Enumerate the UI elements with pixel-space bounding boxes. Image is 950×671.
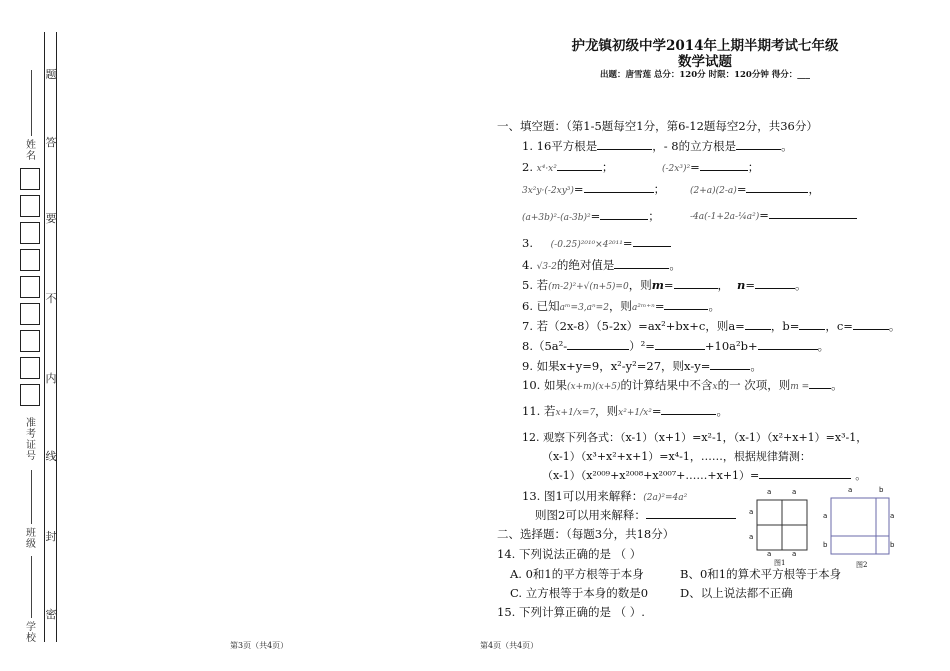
q10-expr-2: m =	[790, 382, 810, 392]
seal-char-5: 内	[45, 372, 57, 385]
q13-blank[interactable]	[646, 508, 736, 519]
fig1-left-a1: a	[749, 508, 754, 516]
question-13-line1	[522, 488, 687, 504]
question-2-row3	[522, 208, 660, 224]
question-5	[522, 277, 807, 293]
q2-eq-2: =	[690, 160, 700, 174]
q5-period: 。	[795, 278, 807, 292]
q2-expr-6: -4a(-1+2a-¼a²)	[690, 212, 760, 222]
question-12-line2: （x-1）（x³+x²+x+1）=x⁴-1，……，根据规律猜测：	[542, 450, 811, 463]
q14-option-a[interactable]: A. 0和1的平方根等于本身	[510, 567, 644, 581]
ticket-box-3[interactable]	[20, 222, 40, 244]
fig1-left-a2: a	[749, 533, 754, 541]
q7-period: 。	[888, 319, 901, 333]
q10-blank[interactable]	[809, 378, 831, 389]
q10-text-b: 的计算结果中不含	[620, 378, 713, 392]
fig1-bottom-a1: a	[767, 550, 772, 558]
q6-period: 。	[708, 299, 720, 313]
q14-option-b[interactable]: B、0和1的算术平方根等于本身	[680, 567, 842, 581]
q6-eq: =	[654, 299, 665, 313]
q2-expr-2: (-2x³)²	[662, 164, 691, 174]
footer-page-right: 第4页（共4页）	[480, 641, 539, 650]
q13-text-b: 则图2可以用来解释：	[535, 508, 646, 522]
question-2-row2	[522, 181, 665, 197]
q5-eq-2: =	[745, 278, 756, 292]
q9-text: 9. 如果x+y=9，x²-y²=27，则x-y=	[522, 359, 711, 373]
fig2-right-b: b	[890, 541, 895, 549]
question-1	[522, 138, 793, 154]
question-2-row3b	[690, 208, 857, 222]
q2-blank-2[interactable]	[700, 160, 748, 171]
question-10	[522, 377, 843, 393]
q5-text-1: ，则	[628, 278, 652, 292]
ticket-box-1[interactable]	[20, 168, 40, 190]
q11-text-a: 11. 若	[522, 404, 556, 418]
question-2-row1b	[662, 159, 759, 175]
q2-blank-1[interactable]	[557, 160, 602, 171]
figure-1	[749, 488, 812, 568]
q2-label: 2.	[522, 160, 533, 174]
q2-expr-1: x⁴·x²	[536, 164, 557, 174]
section2-heading: 二、选择题：（每题3分，共18分）	[497, 527, 675, 541]
q5-blank-2[interactable]	[755, 278, 795, 289]
class-label: 班级	[26, 528, 36, 550]
question-13-line2	[535, 507, 736, 523]
q8-blank-2[interactable]	[655, 339, 705, 350]
q11-expr-2: x²+1/x²	[618, 408, 652, 418]
q7-blank-c[interactable]	[853, 319, 889, 330]
q6-expr-2: a²ᵐ⁺ⁿ	[631, 303, 655, 313]
q10-text-a: 10. 如果	[522, 378, 567, 392]
q11-expr-1: x+1/x=7	[555, 408, 596, 418]
q2-eq-6: =	[759, 208, 769, 222]
seal-char-2: 答	[45, 136, 57, 149]
fig2-outer	[831, 498, 889, 554]
q2-expr-3: 3x²y·(-2xy³)	[522, 186, 574, 196]
class-line	[31, 470, 32, 524]
ticket-box-4[interactable]	[20, 249, 40, 271]
page-subtitle: 数学试题	[678, 54, 732, 70]
fig2-top-a: a	[848, 486, 853, 494]
q6-blank[interactable]	[664, 299, 708, 310]
q7-text-b: ，b=	[770, 319, 800, 333]
q11-blank[interactable]	[661, 404, 716, 415]
exam-info: 出题：唐雪莲 总分：120分 时限：120分钟 得分：___	[599, 70, 811, 80]
page-title: 护龙镇初级中学2014年上期半期考试七年级	[571, 38, 839, 54]
ticket-box-9[interactable]	[20, 384, 40, 406]
seal-char-7: 封	[45, 530, 57, 543]
school-label: 学校	[26, 622, 36, 644]
binding-line-right	[56, 32, 57, 642]
question-2-row1	[522, 159, 613, 175]
question-3	[522, 236, 671, 250]
q11-text-b: ，则	[595, 404, 619, 418]
seal-char-4: 不	[45, 292, 57, 305]
seal-char-8: 密	[45, 608, 57, 621]
q5-text-2: ，	[717, 278, 730, 292]
q7-text-a: 7. 若（2x-8）（5-2x）=ax²+bx+c，则a=	[522, 319, 745, 333]
seal-char-6: 线	[45, 450, 57, 463]
q14-option-c[interactable]: C. 立方根等于本身的数是0	[510, 586, 649, 600]
q4-expr: √3-2	[536, 262, 557, 272]
q2-blank-4[interactable]	[746, 182, 808, 193]
q8-text-a: 8.（5a²-	[522, 339, 568, 353]
question-12-line3	[542, 467, 866, 483]
q13-text-a: 13. 图1可以用来解释：	[522, 489, 644, 503]
q2-blank-6[interactable]	[769, 208, 857, 219]
q11-period: 。	[716, 404, 728, 418]
q1-text-b: ，- 8的立方根是	[652, 139, 737, 153]
q12-blank[interactable]	[759, 468, 851, 479]
q11-eq: =	[651, 404, 662, 418]
fig1-label: 图1	[774, 559, 786, 567]
q3-expr: (-0.25)²⁰¹⁰×4²⁰¹¹	[550, 240, 623, 250]
q2-blank-3[interactable]	[584, 182, 654, 193]
question-6	[522, 298, 720, 314]
question-14: 14. 下列说法正确的是 （ ）	[497, 547, 642, 561]
q6-text-1: ，则	[608, 299, 632, 313]
fig2-label: 图2	[856, 561, 868, 569]
q10-var: x	[712, 382, 718, 392]
q8-blank-1[interactable]	[567, 339, 629, 350]
q2-semi-1: ；	[601, 160, 614, 174]
ticket-box-2[interactable]	[20, 195, 40, 217]
q3-label: 3.	[522, 236, 533, 250]
q1-blank-2[interactable]	[736, 139, 781, 150]
q2-semi-3: ；	[653, 182, 666, 196]
q8-text-c: +10a²b+	[704, 339, 758, 353]
q13-expr: (2a)²=4a²	[643, 493, 688, 503]
binding-line-left	[44, 32, 45, 642]
question-8	[522, 338, 829, 354]
q4-text: 的绝对值是	[556, 258, 615, 272]
ticket-box-8[interactable]	[20, 357, 40, 379]
q3-eq: =	[622, 236, 633, 250]
q12-line3-text: （x-1）（x²⁰⁰⁹+x²⁰⁰⁸+x²⁰⁰⁷+……+x+1）=	[542, 469, 760, 482]
q2-comma-4: ，	[808, 182, 820, 196]
section1-heading: 一、填空题：（第1-5题每空1分，第6-12题每空2分，共36分）	[497, 119, 818, 133]
q1-blank-1[interactable]	[597, 139, 652, 150]
q2-semi-5: ；	[648, 209, 660, 223]
q2-eq-4: =	[736, 182, 747, 196]
q10-expr: (x+m)(x+5)	[566, 382, 621, 392]
q4-period: 。	[669, 258, 681, 272]
q2-blank-5[interactable]	[600, 209, 648, 220]
footer-page-left: 第3页（共4页）	[230, 641, 289, 650]
q8-period: 。	[817, 339, 830, 353]
ticket-box-5[interactable]	[20, 276, 40, 298]
q4-blank[interactable]	[614, 258, 669, 269]
q5-var-n: n	[737, 278, 746, 292]
q5-expr: (m-2)²+√(n+5)=0	[548, 282, 629, 292]
figure-2-svg	[826, 486, 896, 570]
question-11	[522, 403, 728, 419]
q1-text-a: 1. 16平方根是	[522, 139, 598, 153]
q3-blank[interactable]	[633, 236, 671, 247]
seal-char-3: 要	[45, 212, 57, 225]
ticket-box-6[interactable]	[20, 303, 40, 325]
question-2-row2b	[690, 181, 820, 197]
fig2-right-a: a	[890, 512, 895, 520]
q7-text-c: ，c=	[825, 319, 853, 333]
figure-2	[823, 486, 896, 570]
q7-blank-a[interactable]	[745, 319, 771, 330]
q2-semi-2: ；	[747, 160, 760, 174]
q14-option-d[interactable]: D、以上说法都不正确	[680, 586, 793, 600]
q10-period: 。	[831, 378, 843, 392]
fig2-left-a: a	[823, 512, 828, 520]
ticket-box-7[interactable]	[20, 330, 40, 352]
q4-label: 4.	[522, 258, 533, 272]
question-12-line1: 12. 观察下列各式：（x-1）（x+1）=x²-1，（x-1）（x²+x+1）=x³-1，	[522, 431, 868, 444]
q5-label: 5. 若	[522, 278, 549, 292]
q5-blank-1[interactable]	[674, 278, 718, 289]
q5-var-m: m	[651, 278, 664, 292]
name-label: 姓名	[26, 140, 36, 162]
q2-eq-3: =	[573, 182, 584, 196]
school-line	[31, 556, 32, 618]
q2-expr-4: (2+a)(2-a)	[690, 186, 737, 196]
fig1-top-a1: a	[767, 488, 772, 496]
q2-eq-5: =	[590, 209, 601, 223]
q10-text-c: 的一 次项，则	[717, 378, 791, 392]
q12-period: 。	[855, 469, 867, 482]
ticket-label: 准考证号	[26, 418, 36, 462]
q2-expr-5: (a+3b)²-(a-3b)²	[522, 213, 591, 223]
q9-period: 。	[750, 359, 762, 373]
question-9	[522, 358, 762, 374]
fig2-top-b: b	[879, 486, 884, 494]
seal-char-1: 题	[45, 68, 57, 81]
fig2-left-b: b	[823, 541, 828, 549]
q6-expr-1: aᵐ=3,aⁿ=2	[559, 303, 609, 313]
q6-label: 6. 已知	[522, 299, 560, 313]
q5-eq-1: =	[663, 278, 674, 292]
question-4	[522, 257, 681, 273]
q8-text-b: ）²=	[629, 339, 655, 353]
q7-blank-b[interactable]	[799, 319, 825, 330]
figure-1-svg	[752, 488, 812, 568]
name-line	[31, 70, 32, 136]
q1-text-c: 。	[781, 139, 793, 153]
q9-blank[interactable]	[710, 359, 750, 370]
question-15: 15. 下列计算正确的是 （ ）.	[497, 605, 645, 619]
q8-blank-3[interactable]	[758, 339, 818, 350]
question-7	[522, 318, 900, 334]
fig1-top-a2: a	[792, 488, 797, 496]
fig1-bottom-a2: a	[792, 550, 797, 558]
